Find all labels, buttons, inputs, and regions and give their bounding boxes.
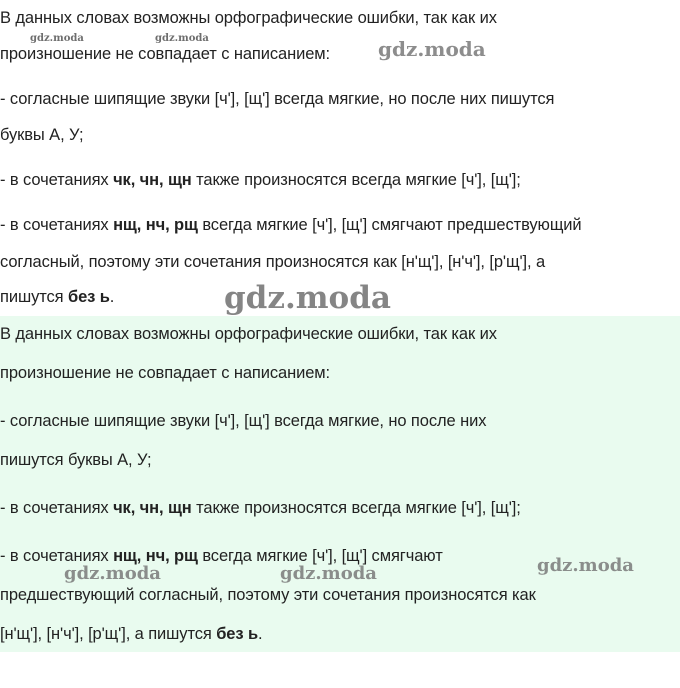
text-line xyxy=(0,216,582,235)
watermark: gdz.moda xyxy=(30,33,84,44)
text-span: [н'щ'], [н'ч'], [р'щ'], а пишутся xyxy=(0,625,217,643)
watermark: gdz.moda xyxy=(280,563,377,584)
bold-term: нщ, нч, рщ xyxy=(113,547,198,565)
text-span: - в сочетаниях xyxy=(0,547,114,565)
text-line: - согласные шипящие звуки [ч'], [щ'] всегда мягкие, но после них пишутся xyxy=(0,90,555,108)
text-line: пишутся буквы А, У; xyxy=(0,451,152,469)
watermark: gdz.moda xyxy=(378,37,486,61)
text-line: - согласные шипящие звуки [ч'], [щ'] всегда мягкие, но после них xyxy=(0,412,487,430)
text-span: пишутся xyxy=(0,288,68,306)
text-span: - в сочетаниях xyxy=(0,171,114,189)
text-line: предшествующий согласный, поэтому эти сочетания произносятся как xyxy=(0,586,536,604)
text-line xyxy=(0,625,263,644)
text-span: всегда мягкие [ч'], [щ'] смягчают предшествующий xyxy=(197,216,582,234)
text-line xyxy=(0,499,521,518)
bold-term: чк, чн, щн xyxy=(113,499,192,517)
bold-term: нщ, нч, рщ xyxy=(113,216,198,234)
text-line: В данных словах возможны орфографические ошибки, так как их xyxy=(0,325,497,343)
bold-term: без ь xyxy=(216,625,259,643)
text-span: также произносятся всегда мягкие [ч'], [щ']; xyxy=(191,499,521,517)
watermark: gdz.moda xyxy=(64,563,161,584)
text-span: . xyxy=(258,625,263,643)
text-line xyxy=(0,171,521,190)
text-line: согласный, поэтому эти сочетания произносятся как [н'щ'], [н'ч'], [р'щ'], а xyxy=(0,253,546,271)
bold-term: чк, чн, щн xyxy=(113,171,192,189)
watermark: gdz.moda xyxy=(537,555,634,576)
bold-term: без ь xyxy=(67,288,110,306)
text-span: - в сочетаниях xyxy=(0,216,114,234)
solution-block-highlighted xyxy=(0,316,680,652)
watermark: gdz.moda xyxy=(155,33,209,44)
text-line xyxy=(0,288,114,307)
text-line: произношение не совпадает с написанием: xyxy=(0,364,331,382)
text-line: произношение не совпадает с написанием: xyxy=(0,45,331,63)
text-span: - в сочетаниях xyxy=(0,499,114,517)
text-line: буквы А, У; xyxy=(0,126,84,144)
watermark: gdz.moda xyxy=(224,280,391,316)
text-line: В данных словах возможны орфографические ошибки, так как их xyxy=(0,9,497,27)
solution-block-top xyxy=(0,0,680,316)
text-span: всегда мягкие [ч'], [щ'] смягчают xyxy=(197,547,443,565)
text-span: . xyxy=(109,288,115,306)
text-span: также произносятся всегда мягкие [ч'], [щ']; xyxy=(191,171,521,189)
